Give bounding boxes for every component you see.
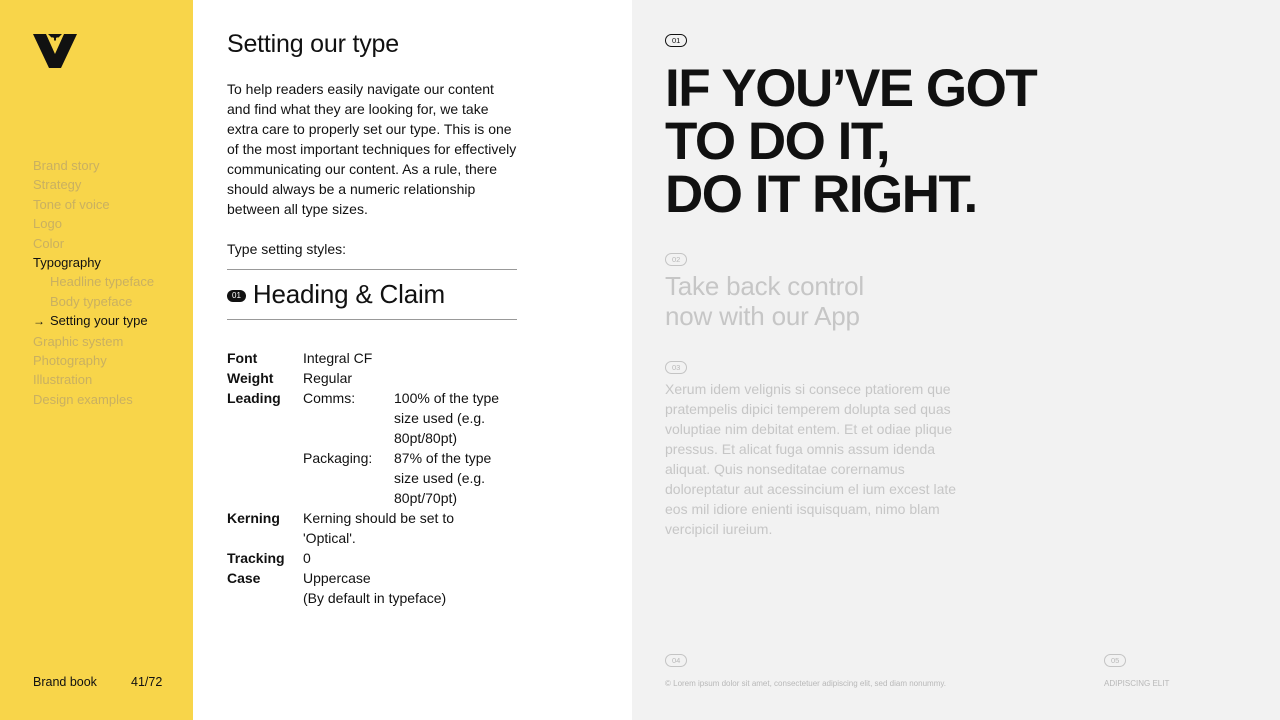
claim-line: IF YOU’VE GOT: [665, 59, 1037, 118]
spec-value: Kerning should be set to 'Optical'.: [303, 510, 454, 546]
subheading-sample: [665, 271, 864, 331]
spec-value: 0: [303, 550, 311, 566]
heading-number-badge: 01: [665, 34, 687, 47]
leading-packaging: [303, 448, 514, 508]
subheading-line: now with our App: [665, 301, 860, 331]
caps-sample: ADIPISCING ELIT: [1104, 679, 1170, 688]
page-counter: 41/72: [131, 675, 163, 689]
leading-comms: [303, 388, 514, 448]
spec-key: Weight: [227, 370, 274, 386]
sidebar-nav: [33, 156, 154, 409]
claim-line: DO IT RIGHT.: [665, 165, 977, 224]
spec-key: Font: [227, 350, 258, 366]
spec-value: [303, 388, 514, 508]
nav-item-design-examples[interactable]: Design examples: [33, 391, 133, 407]
spec-row-font: [227, 348, 514, 368]
footnote-number-badge: 04: [665, 654, 687, 667]
nav-item-brand-story[interactable]: Brand story: [33, 158, 100, 173]
claim-line: TO DO IT,: [665, 112, 890, 171]
divider: [227, 269, 517, 270]
type-showcase-panel: [632, 0, 1280, 720]
subheading-number-badge: 02: [665, 253, 687, 266]
spec-row-kerning: [227, 508, 514, 548]
footnote-sample: © Lorem ipsum dolor sit amet, consectetuer adipiscing elit, sed diam nonummy.: [665, 679, 946, 688]
nav-item-color[interactable]: Color: [33, 235, 65, 251]
style-name: Heading & Claim: [252, 279, 445, 309]
divider: [227, 319, 517, 320]
spec-row-tracking: [227, 548, 514, 568]
subheading-line: Take back control: [665, 271, 864, 301]
nav-item-strategy[interactable]: Strategy: [33, 177, 82, 193]
nav-item-graphic-system[interactable]: Graphic system: [33, 333, 124, 349]
spec-table: [227, 348, 514, 608]
nav-item-illustration[interactable]: Illustration: [33, 372, 93, 388]
body-number-badge: 03: [665, 361, 687, 374]
nav-item-tone-of-voice[interactable]: Tone of voice: [33, 196, 110, 212]
spec-value: Regular: [303, 370, 353, 386]
leading-sub-value: 100% of the type size used (e.g. 80pt/80pt): [394, 390, 500, 446]
caps-number-badge: 05: [1104, 654, 1126, 667]
spec-row-leading: [227, 388, 514, 508]
spec-key: Case: [227, 570, 261, 586]
style-number-badge: 01: [227, 290, 246, 302]
spec-value: Integral CF: [303, 350, 373, 366]
nav-subitem-headline-typeface[interactable]: Headline typeface: [50, 274, 155, 290]
spec-key: Leading: [227, 390, 281, 406]
nav-item-logo[interactable]: Logo: [33, 216, 62, 232]
nav-subitem-body-typeface[interactable]: Body typeface: [50, 293, 133, 309]
nav-subitem-label: Setting your type: [50, 313, 148, 329]
nav-item-typography[interactable]: Typography: [33, 255, 101, 271]
v-bird-logo-icon[interactable]: [33, 32, 77, 68]
claim-heading: [665, 59, 1037, 224]
spec-key: Tracking: [227, 550, 285, 566]
spec-row-case: [227, 568, 514, 608]
leading-sub-key: Comms:: [303, 390, 356, 406]
page-title: Setting our type: [227, 30, 399, 58]
spec-row-weight: [227, 368, 514, 388]
arrow-right-icon: →: [33, 314, 45, 329]
intro-paragraph: To help readers easily navigate our content and find what they are looking for, we take extra care to properly set our type. This is one of the most important techniques for effectively communicating our content. As a rule, there should always be a numeric relationship between all type sizes.: [227, 81, 517, 217]
footer-brand-label: Brand book: [33, 675, 97, 689]
spec-key: Kerning: [227, 510, 280, 526]
spec-value: Uppercase: [303, 570, 371, 586]
nav-item-photography[interactable]: Photography: [33, 353, 107, 369]
spec-note: (By default in typeface): [303, 590, 447, 606]
sidebar: [0, 0, 193, 720]
leading-sub-key: Packaging:: [303, 450, 373, 466]
nav-subitem-setting-your-type[interactable]: [33, 311, 154, 331]
style-heading: [227, 279, 445, 310]
styles-label: Type setting styles:: [227, 241, 347, 257]
body-text-sample: Xerum idem velignis si consece ptatiorem que pratempelis dipici temperem dolupta sed quas voluptiae nim debitat entem. Et et odiae plique pressus. Et alicat fuga omnis assum idenda aliquat. Quis nonseditatae corernamus doloreptatur aut acessincium el ium excest late eos mil idiore enienti isquisquam, nimo blam vercipicil iureium.: [665, 381, 957, 537]
leading-sub-value: 87% of the type size used (e.g. 80pt/70pt): [394, 450, 492, 506]
